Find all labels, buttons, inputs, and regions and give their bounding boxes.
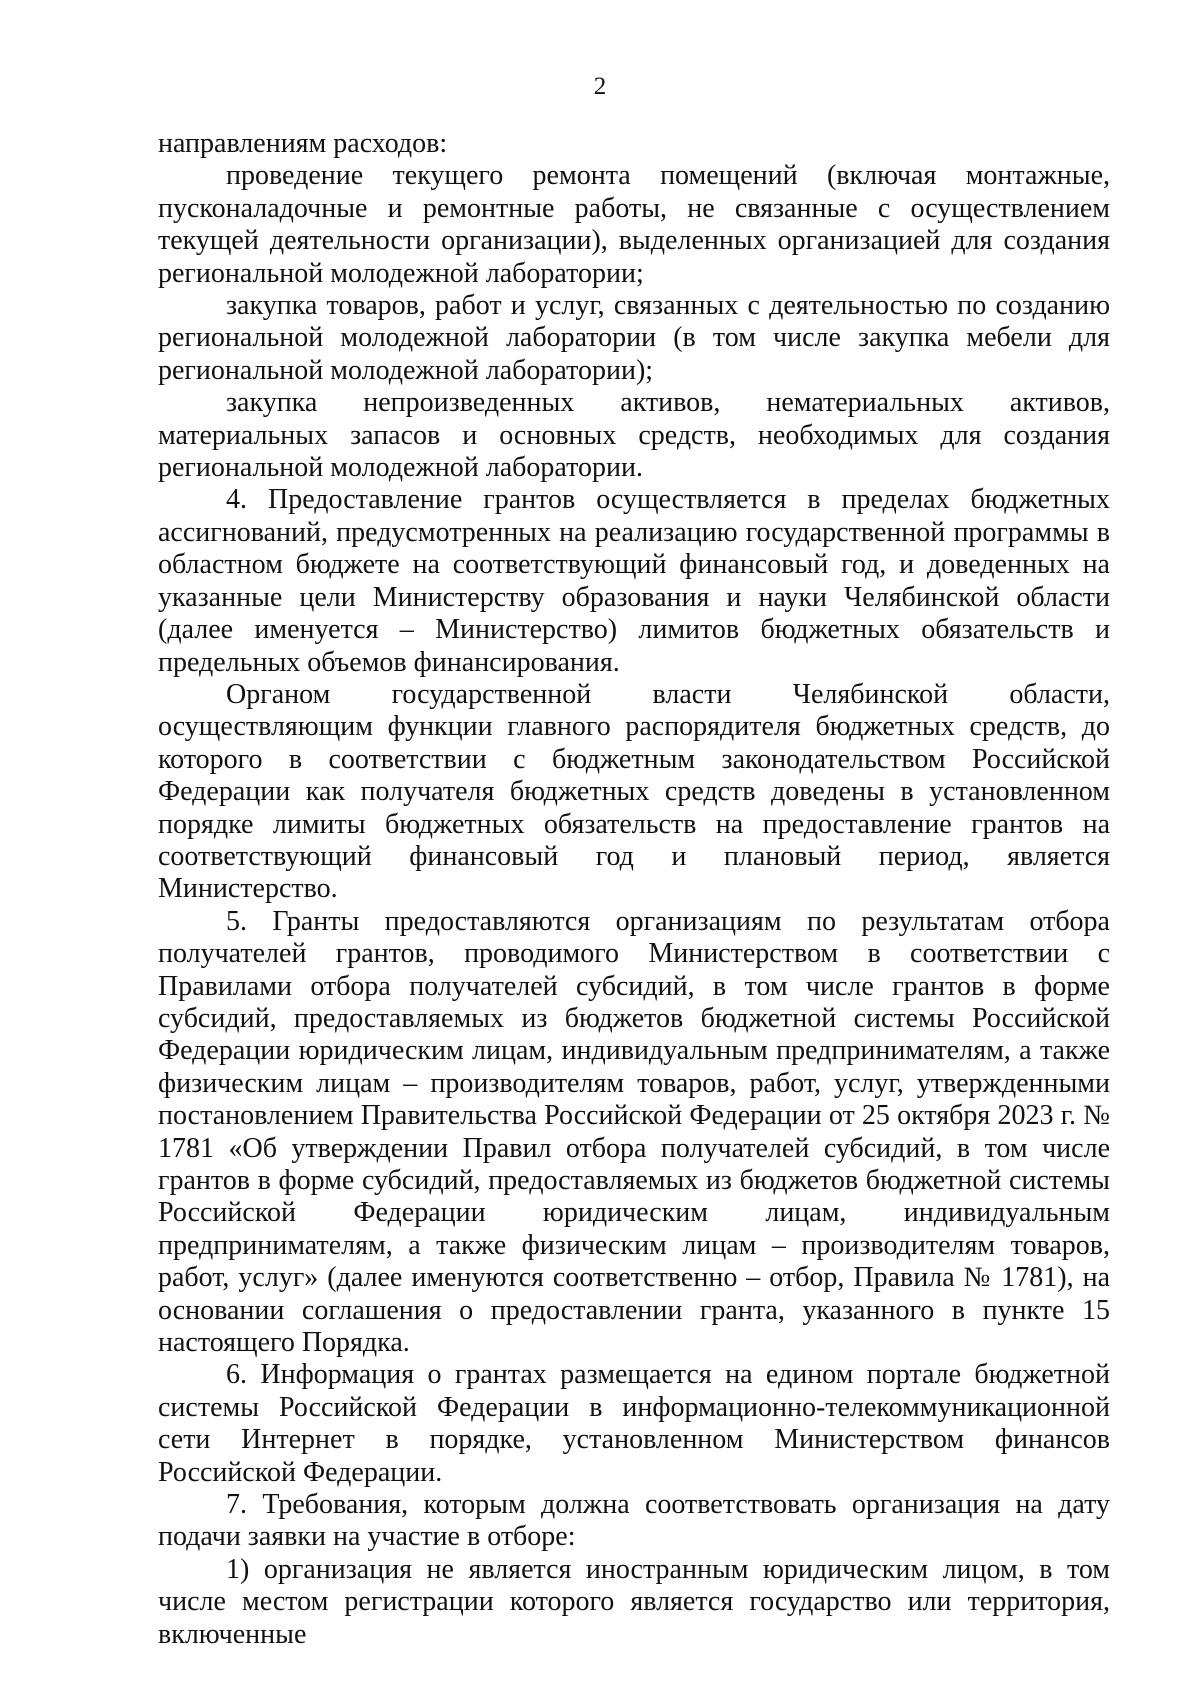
paragraph-authority: Органом государственной власти Челябинской области, осуществляющим функции главного распорядителя бюджетных средств, до которого в соответствии с бюджетным законодательством Российской Федерации как получателя бюджетных средств доведены в установленном порядке лимиты бюджетных обязательств на предоставление грантов на соответствующий финансовый год и плановый период, является Министерство. — [158, 678, 1110, 905]
paragraph-item-7: 7. Требования, которым должна соответствовать организация на дату подачи заявки на участие в отборе: — [158, 1489, 1110, 1553]
paragraph-repair-expenses: проведение текущего ремонта помещений (включая монтажные, пусконаладочные и ремонтные работы, не связанные с осуществлением текущей деятельности организации), выделенных организацией для создания региональной молодежной лаборатории; — [158, 160, 1110, 289]
paragraph-subitem-1: 1) организация не является иностранным юридическим лицом, в том числе местом регистрации которого является государство или территория, включенные — [158, 1553, 1110, 1650]
paragraph-continuation: направлениям расходов: — [158, 128, 448, 159]
paragraph-procurement-goods: закупка товаров, работ и услуг, связанных с деятельностью по созданию региональной молодежной лаборатории (в том числе закупка мебели для региональной молодежной лаборатории); — [158, 290, 1110, 386]
document-body — [158, 128, 1110, 1651]
paragraph-procurement-assets: закупка непроизведенных активов, нематериальных активов, материальных запасов и основных средств, необходимых для создания региональной молодежной лаборатории. — [158, 387, 1110, 484]
paragraph-item-4: 4. Предоставление грантов осуществляется в пределах бюджетных ассигнований, предусмотренных на реализацию государственной программы в областном бюджете на соответствующий финансовый год, и доведенных на указанные цели Министерству образования и науки Челябинской области (далее именуется – Министерство) лимитов бюджетных обязательств и предельных объемов финансирования. — [158, 484, 1110, 678]
page-number: 2 — [593, 73, 607, 100]
paragraph-item-5: 5. Гранты предоставляются организациям по результатам отбора получателей грантов, проводимого Министерством в соответствии с Правилами отбора получателей субсидий, в том числе грантов в форме субсидий, предоставляемых из бюджетов бюджетной системы Российской Федерации юридическим лицам, индивидуальным предпринимателям, а также физическим лицам – производителям товаров, работ, услуг, утвержденными постановлением Правительства Российской Федерации от 25 октября 2023 г. № 1781 «Об утверждении Правил отбора получателей субсидий, в том числе грантов в форме субсидий, предоставляемых из бюджетов бюджетной системы Российской Федерации юридическим лицам, индивидуальным предпринимателям, а также физическим лицам – производителям товаров, работ, услуг» (далее именуются соответственно – отбор, Правила № 1781), на основании соглашения о предоставлении гранта, указанного в пункте 15 настоящего Порядка. — [158, 905, 1110, 1359]
paragraph-item-6: 6. Информация о грантах размещается на едином портале бюджетной системы Российской Федерации в информационно-телекоммуникационной сети Интернет в порядке, установленном Министерством финансов Российской Федерации. — [158, 1359, 1110, 1488]
